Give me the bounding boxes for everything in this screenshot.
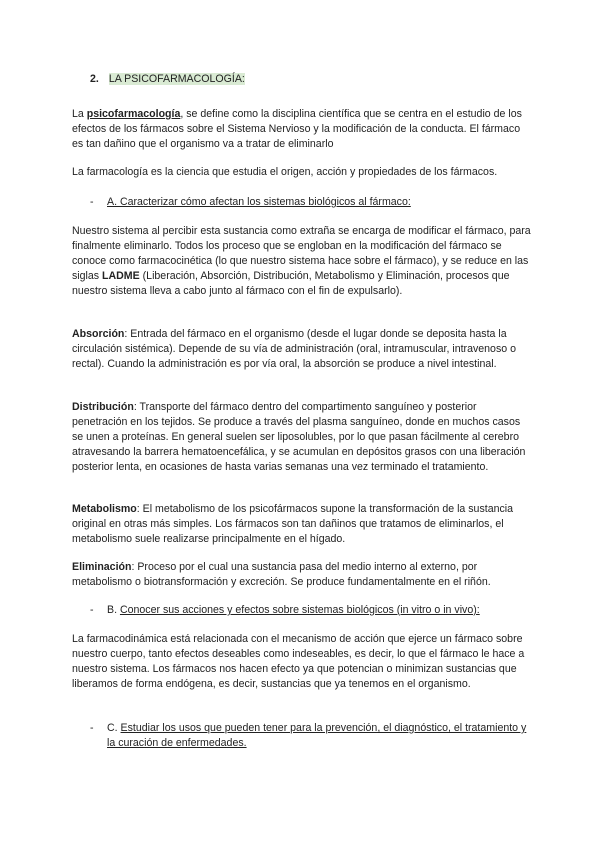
section-number: 2. xyxy=(90,73,99,85)
absorcion-paragraph xyxy=(72,327,532,372)
bullet-b-prefix: B. xyxy=(107,604,120,616)
sistema-text-1: Nuestro sistema al percibir esta sustancia como extraña se encarga de modificar el fármaco, para finalmente eliminarlo. Todos los proceso que se engloban en la modificación del fármaco se conoce como farmacocinética (lo que nuestro sistema hace sobre el fármaco), y se reduce en las siglas xyxy=(72,225,531,283)
bullet-c-line xyxy=(107,721,532,751)
eliminacion-paragraph xyxy=(72,560,532,590)
metabolismo-term: Metabolismo xyxy=(72,503,137,515)
intro-prefix: La xyxy=(72,108,87,120)
farmacodinamica-paragraph: La farmacodinámica está relacionada con el mecanismo de acción que ejerce un fármaco sobre nuestro cuerpo, tanto efectos deseables como indeseables, es decir, lo que el fármaco le hace a nuestro sistema. Los fármacos nos hacen efecto ya que potencian o minimizan sustancias que liberamos de forma endógena, es decir, sustancias que ya tenemos en el organismo. xyxy=(72,633,525,691)
sistema-paragraph xyxy=(72,224,532,299)
metabolismo-text: : El metabolismo de los psicofármacos supone la transformación de la sustancia original en otras más simples. Los fármacos son tan dañinos que tratamos de eliminarlos, el metabolismo suele realizarse principalmente en el hígado. xyxy=(72,503,514,546)
bullet-dash: - xyxy=(90,722,94,734)
farmacologia-paragraph: La farmacología es la ciencia que estudia el origen, acción y propiedades de los fármacos. xyxy=(72,166,498,178)
distribucion-text: : Transporte del fármaco dentro del compartimento sanguíneo y posterior penetración en los tejidos. Se produce a través del plasma sanguíneo, donde en muchos casos se unen a proteínas. En general suelen ser liposolubles, por lo que pasan fácilmente al cerebro atravesando la barrera hematoencefálica, y se acumulan en depósitos grasos con una liberación posterior lenta, en ocasiones de hasta varias semanas una vez terminado el tratamiento. xyxy=(72,401,526,474)
bullet-b-line xyxy=(107,603,532,618)
metabolismo-paragraph xyxy=(72,502,532,547)
bullet-c-text: Estudiar los usos que pueden tener para la prevención, el diagnóstico, el tratamiento y la curación de enfermedades. xyxy=(107,722,527,750)
bullet-dash: - xyxy=(90,196,94,208)
ladme-acronym: LADME xyxy=(102,270,140,283)
bullet-a-text: A. Caracterizar cómo afectan los sistemas biológicos al fármaco: xyxy=(107,196,411,208)
intro-text: , se define como la disciplina científica que se centra en el estudio de los efectos de los fármacos sobre el Sistema Nervioso y la modificación de la conducta. El fármaco es tan dañino que el organismo va a tratar de eliminarlo xyxy=(72,108,522,151)
eliminacion-term: Eliminación xyxy=(72,561,132,573)
absorcion-term: Absorción xyxy=(72,328,125,340)
intro-term: psicofarmacología xyxy=(86,108,181,120)
section-title: LA PSICOFARMACOLOGÍA: xyxy=(108,73,245,85)
section-heading xyxy=(90,72,245,87)
distribucion-paragraph xyxy=(72,400,532,475)
distribucion-term: Distribución xyxy=(72,401,134,413)
bullet-c-prefix: C. xyxy=(107,722,121,734)
eliminacion-text: : Proceso por el cual una sustancia pasa del medio interno al externo, por metabolismo o biotransformación y excreción. Se produce fundamentalmente en el riñón. xyxy=(72,561,491,589)
bullet-b-text: Conocer sus acciones y efectos sobre sistemas biológicos (in vitro o in vivo): xyxy=(119,604,480,616)
absorcion-text: : Entrada del fármaco en el organismo (desde el lugar donde se deposita hasta la circulación sistémica). Depende de su vía de administración (oral, intramuscular, intravenoso o rectal). Cuando la administración es por vía oral, la absorción se produce a nivel intestinal. xyxy=(72,328,516,371)
sistema-text-2: (Liberación, Absorción, Distribución, Metabolismo y Eliminación, procesos que nuestro sistema lleva a cabo junto al fármaco con el fin de expulsarlo). xyxy=(72,270,510,298)
intro-paragraph xyxy=(72,107,532,152)
bullet-dash: - xyxy=(90,604,94,616)
